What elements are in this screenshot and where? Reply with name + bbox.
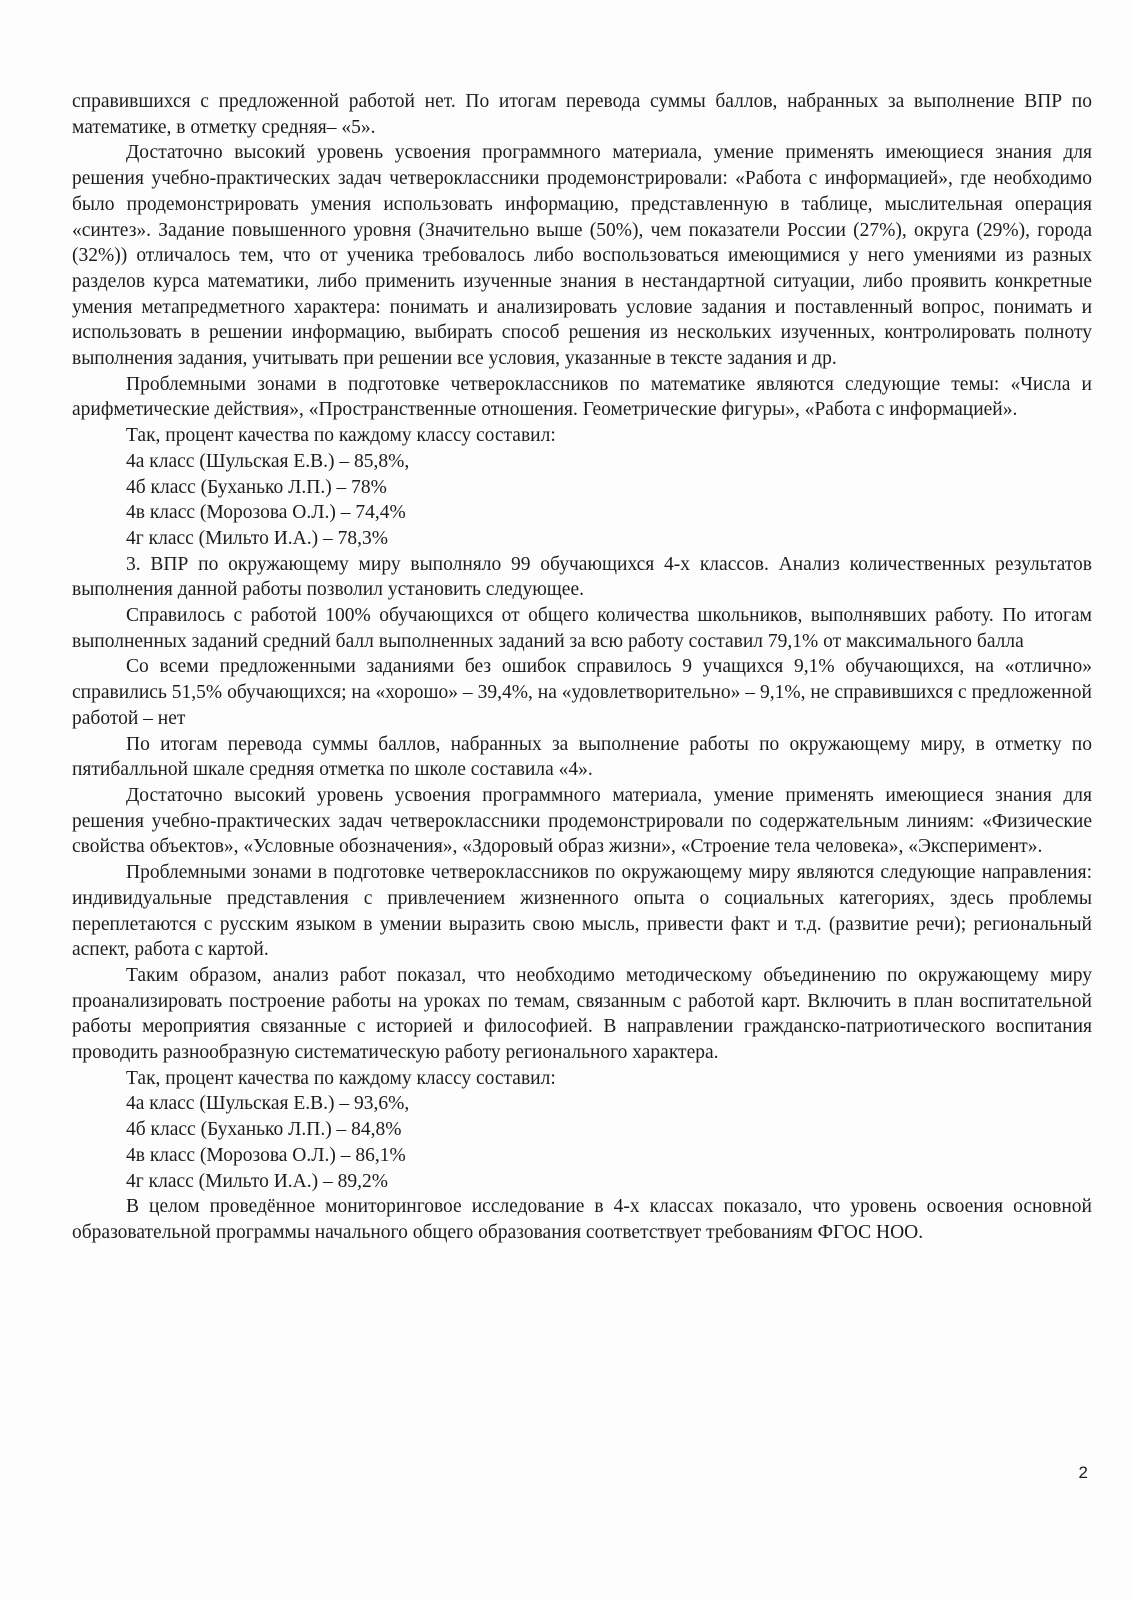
paragraph: справившихся с предложенной работой нет. По итогам перевода суммы баллов, набранных за выполнение ВПР по математике, в отметку средняя– «5». [72, 91, 1092, 138]
document-body [72, 89, 1092, 1246]
list-item: 4в класс (Морозова О.Л.) – 74,4% [126, 502, 406, 524]
list-intro: Так, процент качества по каждому классу составил: [126, 425, 556, 447]
list-item: 4в класс (Морозова О.Л.) – 86,1% [126, 1144, 406, 1166]
page-number: 2 [1078, 1463, 1088, 1482]
list-item: 4б класс (Буханько Л.П.) – 78% [126, 476, 387, 498]
paragraph: Справилось с работой 100% обучающихся от общего количества школьников, выполнявших работу. По итогам выполненных заданий средний балл выполненных заданий за всю работу составил 79,1% от максимального балла [72, 605, 1092, 652]
paragraph: 3. ВПР по окружающему миру выполняло 99 обучающихся 4-х классов. Анализ количественных результатов выполнения данной работы позволил установить следующее. [72, 553, 1092, 601]
list-item: 4а класс (Шульская Е.В.) – 85,8%, [126, 450, 410, 472]
paragraph: В целом проведённое мониторинговое исследование в 4-х классах показало, что уровень освоения основной образовательной программы начального общего образования соответствует требованиям ФГОС НОО. [72, 1196, 1092, 1243]
paragraph: Достаточно высокий уровень усвоения программного материала, умение применять имеющиеся знания для решения учебно-практических задач четвероклассники продемонстрировали по содержательным линиям: «Физические свойства объектов», «Условные обозначения», «Здоровый образ жизни», «Строение тела человека», «Эксперимент». [72, 784, 1092, 858]
paragraph: Проблемными зонами в подготовке четвероклассников по математике являются следующие темы: «Числа и арифметические действия», «Пространственные отношения. Геометрические фигуры», «Работа с информацией». [72, 373, 1092, 421]
list-intro: Так, процент качества по каждому классу составил: [126, 1067, 556, 1089]
list-item: 4г класс (Мильто И.А.) – 78,3% [126, 527, 388, 549]
paragraph: По итогам перевода суммы баллов, набранных за выполнение работы по окружающему миру, в отметку по пятибалльной шкале средняя отметка по школе составила «4». [72, 733, 1092, 781]
list-item: 4г класс (Мильто И.А.) – 89,2% [126, 1170, 388, 1192]
list-item: 4а класс (Шульская Е.В.) – 93,6%, [126, 1093, 410, 1115]
paragraph: Проблемными зонами в подготовке четвероклассников по окружающему миру являются следующие направления: индивидуальные представления с привлечением жизненного опыта о социальных категориях, здесь проблемы переплетаются с русским языком в умении выразить свою мысль, привести факт и т.д. (развитие речи); региональный аспект, работа с картой. [72, 862, 1092, 961]
paragraph: Достаточно высокий уровень усвоения программного материала, умение применять имеющиеся знания для решения учебно-практических задач четвероклассники продемонстрировали: «Работа с информацией», где необходимо было продемонстрировать умения использовать информацию, представленную в таблице, мыслительная операция «синтез». Задание повышенного уровня (Значительно выше (50%), чем показатели России (27%), округа (29%), города (32%)) отличалось тем, что от ученика требовалось либо воспользоваться имеющимися у него умениями из разных разделов курса математики, либо применить изученные знания в нестандартной ситуации, либо проявить конкретные умения метапредметного характера: понимать и анализировать условие задания и поставленный вопрос, понимать и использовать в решении информацию, выбирать способ решения из нескольких изученных, контролировать полноту выполнения задания, учитывать при решении все условия, указанные в тексте задания и др. [72, 142, 1092, 370]
paragraph: Со всеми предложенными заданиями без ошибок справилось 9 учащихся 9,1% обучающихся, на «отлично» справились 51,5% обучающихся; на «хорошо» – 39,4%, на «удовлетворительно» – 9,1%, не справившихся с предложенной работой – нет [72, 656, 1092, 729]
paragraph: Таким образом, анализ работ показал, что необходимо методическому объединению по окружающему миру проанализировать построение работы на уроках по темам, связанным с работой карт. Включить в план воспитательной работы мероприятия связанные с историей и философией. В направлении гражданско-патриотического воспитания проводить разнообразную систематическую работу регионального характера. [72, 964, 1092, 1064]
list-item: 4б класс (Буханько Л.П.) – 84,8% [126, 1119, 402, 1141]
